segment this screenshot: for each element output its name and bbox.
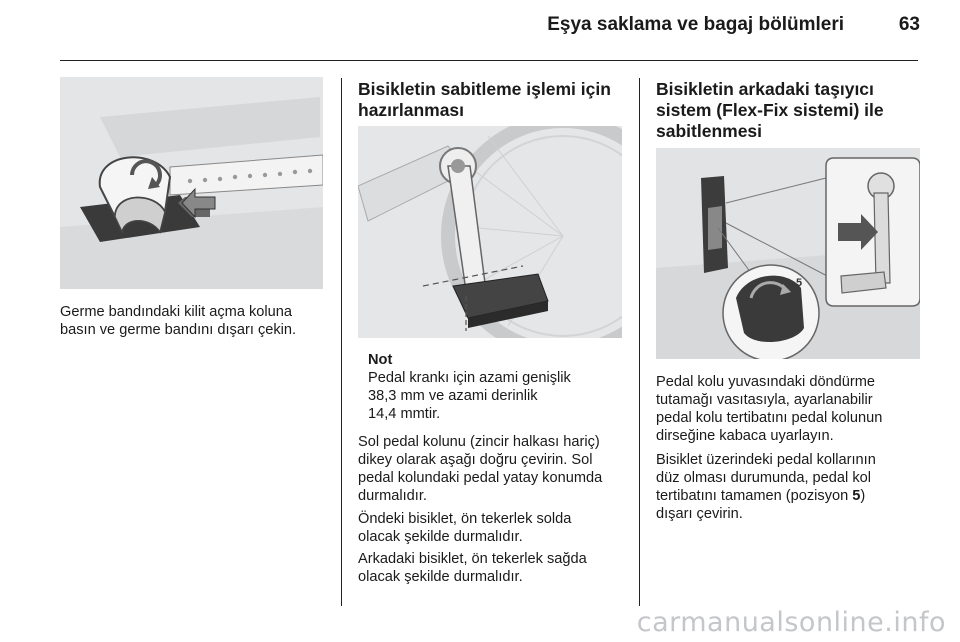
paragraph-line: tutamağı vasıtasıyla, ayarlanabilir: [656, 392, 873, 408]
pedal-crank-illustration: [358, 126, 622, 338]
paragraph-line: olacak şekilde durmalıdır.: [358, 569, 523, 585]
paragraph-line: dirseğine kabaca uyarlayın.: [656, 428, 834, 444]
paragraph-line: pedal kolu tertibatını pedal kolunun: [656, 410, 883, 426]
front-bicycle-paragraph: [358, 510, 571, 546]
heading-line: hazırlanması: [358, 100, 465, 120]
heading-line: Bisikletin sabitleme işlemi için: [358, 79, 611, 99]
page-number: 63: [898, 14, 920, 35]
note-line: 38,3 mm ve azami derinlik: [368, 388, 538, 404]
straight-pedal-paragraph: [656, 451, 876, 523]
note-title: Not: [368, 352, 393, 368]
paragraph-line: olacak şekilde durmalıdır.: [358, 529, 523, 545]
pedal-note: [368, 351, 571, 423]
paragraph-line: Pedal kolu yuvasındaki döndürme: [656, 374, 876, 390]
paragraph-line: pedal kolundaki pedal yatay konumda: [358, 470, 603, 486]
paragraph-line: Bisiklet üzerindeki pedal kollarının: [656, 452, 876, 468]
heading-line: Bisikletin arkadaki taşıyıcı: [656, 79, 874, 99]
column-divider-1: [341, 78, 342, 606]
paragraph-line-start: tertibatını tamamen (pozisyon: [656, 488, 853, 504]
note-line: 14,4 mmtir.: [368, 406, 441, 422]
paragraph-line: Sol pedal kolunu (zincir halkası hariç): [358, 434, 600, 450]
caption-line: Germe bandındaki kilit açma koluna: [60, 304, 292, 320]
position-5-label: 5: [796, 277, 803, 289]
flex-fix-illustration: [656, 148, 920, 359]
prepare-heading: [358, 79, 611, 121]
paragraph-line: Arkadaki bisiklet, ön tekerlek sağda: [358, 551, 587, 567]
rear-bicycle-paragraph: [358, 550, 587, 586]
paragraph-line: durmalıdır.: [358, 488, 427, 504]
section-title: Eşya saklama ve bagaj bölümleri: [547, 14, 844, 35]
note-line: Pedal krankı için azami genişlik: [368, 370, 571, 386]
source-watermark[interactable]: carmanualsonline.info: [636, 607, 946, 638]
tension-strap-figure: [60, 77, 323, 289]
heading-line: sabitlenmesi: [656, 121, 763, 141]
heading-line: sistem (Flex-Fix sistemi) ile: [656, 100, 884, 120]
paragraph-line: dikey olarak aşağı doğru çevirin. Sol: [358, 452, 593, 468]
column-divider-2: [639, 78, 640, 606]
paragraph-line: Öndeki bisiklet, ön tekerlek solda: [358, 511, 572, 527]
strap-caption: [60, 303, 296, 339]
caption-line: basın ve germe bandını dışarı çekin.: [60, 322, 297, 338]
header-divider: [60, 60, 918, 61]
paragraph-line-end: ): [860, 488, 866, 504]
paragraph-line: dışarı çevirin.: [656, 506, 743, 522]
flex-fix-figure: [656, 148, 920, 359]
pedal-crank-figure: [358, 126, 622, 338]
paragraph-line: düz olması durumunda, pedal kol: [656, 470, 871, 486]
pedal-instruction-paragraph: [358, 433, 602, 505]
tension-strap-illustration: [60, 77, 323, 289]
position-number: 5: [852, 488, 861, 504]
flex-fix-heading: [656, 79, 884, 142]
adjust-pedal-paragraph: [656, 373, 882, 445]
